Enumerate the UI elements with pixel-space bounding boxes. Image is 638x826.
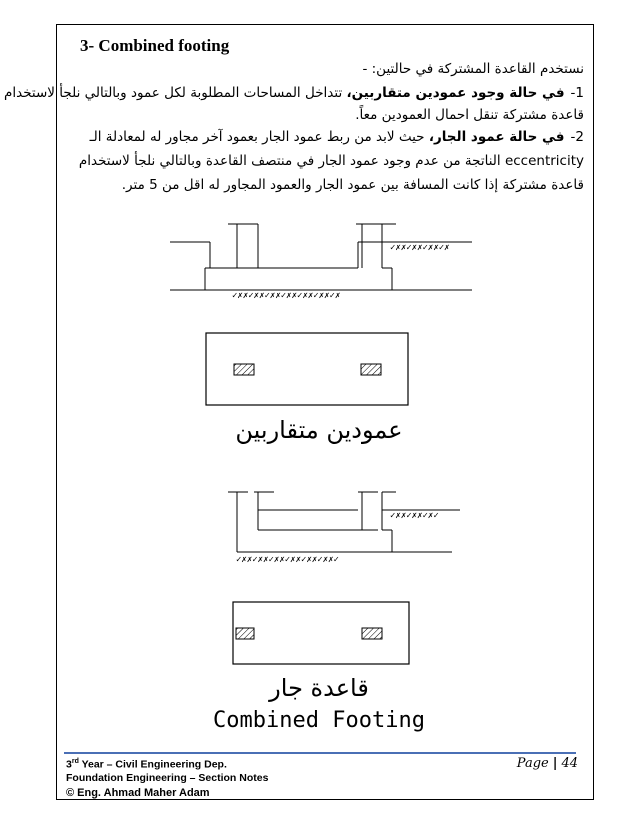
soil-hatch-3: ✓✗✗✓✗✗✓✗✓	[390, 511, 439, 521]
case2-bold: في حالة عمود الجار،	[428, 129, 565, 145]
footer-year-sup: rd	[71, 758, 79, 765]
column-1b	[361, 364, 381, 375]
footing-plan-2	[233, 602, 409, 664]
case1-number: 1-	[570, 85, 584, 101]
close-columns-section	[170, 224, 472, 290]
page-separator: |	[552, 756, 558, 771]
caption-neighbor-footing: قاعدة جار	[269, 674, 369, 702]
soil-hatch-1: ✓✗✗✓✗✗✓✗✗✓✗	[390, 243, 450, 253]
case2-number: 2-	[570, 129, 584, 145]
case2-line3: قاعدة مشتركة إذا كانت المسافة بين عمود الجار والعمود المجاور له اقل من 5 متر.	[121, 177, 584, 193]
case1-line2: قاعدة مشتركة تنقل احمال العمودين معاً.	[355, 107, 584, 123]
column-2a	[236, 628, 254, 639]
case1-rest: تتداخل المساحات المطلوبة لكل عمود وبالتالي نلجأ لاستخدام	[4, 85, 347, 101]
neighbor-footing-section	[228, 492, 460, 552]
page-label: Page	[516, 756, 549, 771]
footer-line1-rest: Year – Civil Engineering Dep.	[78, 758, 227, 771]
caption-combined-footing: Combined Footing	[213, 708, 425, 733]
footer-line1	[66, 758, 227, 771]
page-number-value: 44	[561, 756, 578, 771]
intro-text: نستخدم القاعدة المشتركة في حالتين: -	[362, 61, 584, 77]
column-1a	[234, 364, 254, 375]
page-number	[517, 756, 578, 771]
footer-rule	[64, 752, 576, 754]
soil-hatch-4: ✓✗✗✓✗✗✓✗✗✓✗✗✓✗✗✓✗✗✓	[236, 555, 339, 565]
footer-line2: Foundation Engineering – Section Notes	[66, 772, 269, 784]
caption-close-columns: عمودين متقاربين	[235, 416, 403, 444]
footer-year: 3	[66, 758, 72, 771]
soil-hatch-2: ✓✗✗✓✗✗✓✗✗✓✗✗✓✗✗✓✗✗✓✗	[232, 291, 341, 301]
case1-bold: في حالة وجود عمودين متقاربين،	[346, 85, 565, 101]
section-title: 3- Combined footing	[80, 36, 230, 55]
column-2b	[362, 628, 382, 639]
footer-line3: © Eng. Ahmad Maher Adam	[66, 787, 210, 799]
case2-rest: حيث لابد من ربط عمود الجار بعمود آخر مجاور له لمعادلة الـ	[89, 129, 429, 145]
case2-line2: eccentricity الناتجة من عدم وجود عمود الجار في منتصف القاعدة وبالتالي نلجأ لاستخدام	[78, 153, 584, 169]
